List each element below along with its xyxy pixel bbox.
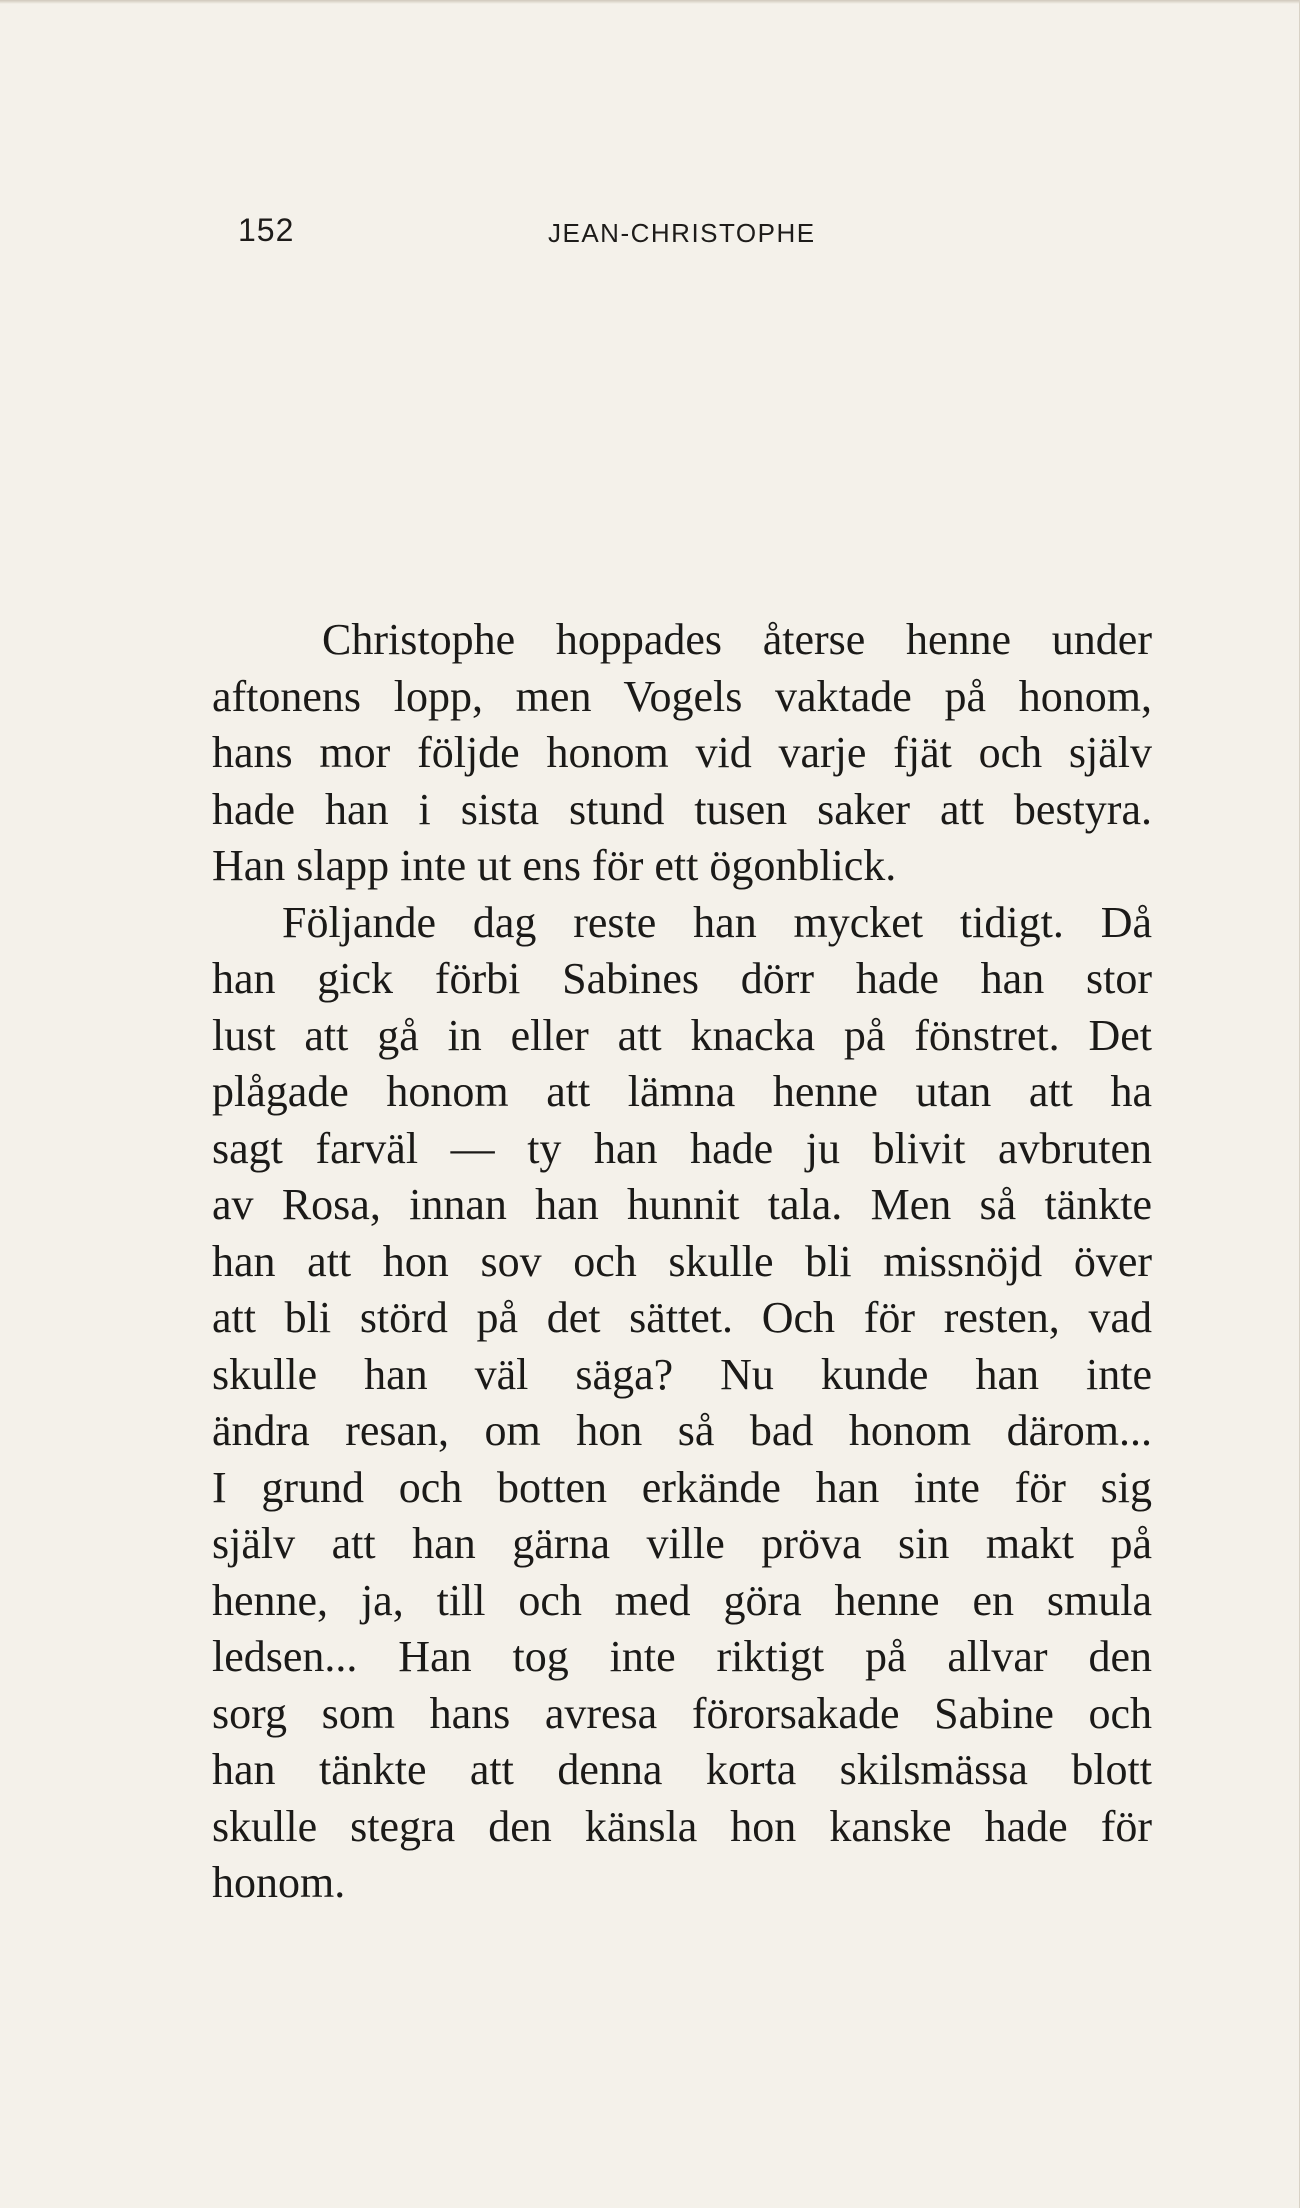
text-line: plågade honom att lämna henne utan att ha [212, 1067, 1152, 1116]
text-line: I grund och botten erkände han inte för sig [212, 1462, 1152, 1512]
text-line: han gick förbi Sabines dörr hade han stor [212, 954, 1152, 1003]
text-line: själv att han gärna ville pröva sin makt på [212, 1519, 1152, 1568]
text-line: sorg som hans avresa förorsakade Sabine och [212, 1688, 1152, 1738]
text-line: skulle han väl säga? Nu kunde han inte [212, 1349, 1152, 1399]
text-line: honom. [212, 1858, 346, 1907]
text-line: Följande dag reste han mycket tidigt. Då [282, 897, 1152, 947]
text-line: han att hon sov och skulle bli missnöjd över [212, 1236, 1152, 1286]
text-line: ledsen... Han tog inte riktigt på allvar den [212, 1632, 1152, 1681]
text-line: hade han i sista stund tusen saker att bestyra. [212, 784, 1152, 834]
text-line: hans mor följde honom vid varje fjät och själv [212, 728, 1152, 777]
text-line: skulle stegra den känsla hon kanske hade för [212, 1801, 1152, 1851]
text-line: sagt farväl — ty han hade ju blivit avbruten [212, 1123, 1152, 1173]
body-text [212, 612, 1152, 1912]
text-line: Han slapp inte ut ens för ett ögonblick. [212, 841, 897, 890]
text-line: Christophe hoppades återse henne under [322, 615, 1152, 664]
text-line: av Rosa, innan han hunnit tala. Men så tänkte [212, 1180, 1152, 1229]
text-line: henne, ja, till och med göra henne en smula [212, 1575, 1152, 1625]
text-line: ändra resan, om hon så bad honom därom... [212, 1406, 1152, 1455]
text-line: lust att gå in eller att knacka på fönstret. Det [212, 1010, 1152, 1060]
text-line: han tänkte att denna korta skilsmässa blott [212, 1745, 1152, 1794]
text-line: att bli störd på det sättet. Och för resten, vad [212, 1293, 1152, 1342]
page-header [238, 212, 1138, 260]
page-number: 152 [238, 212, 295, 248]
text-line: aftonens lopp, men Vogels vaktade på honom, [212, 671, 1152, 721]
page-top-edge [0, 0, 1299, 4]
running-head: JEAN-CHRISTOPHE [548, 218, 816, 248]
